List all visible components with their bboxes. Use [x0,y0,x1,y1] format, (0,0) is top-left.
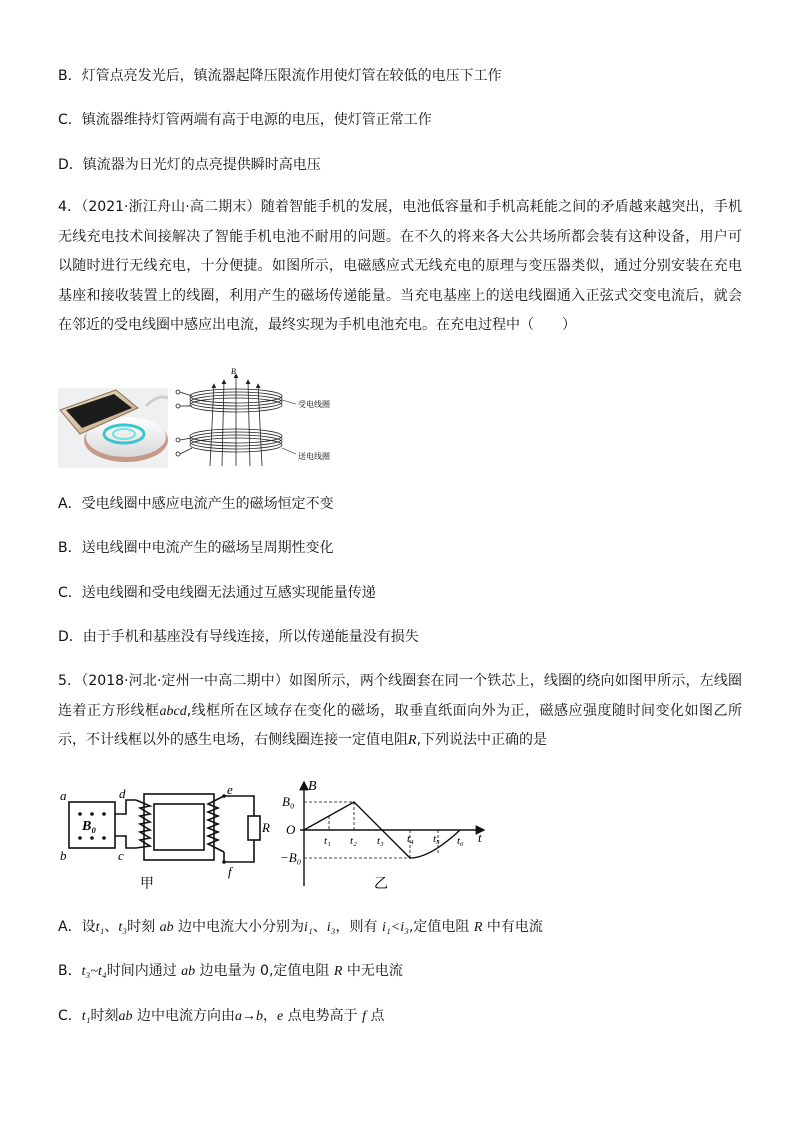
label-b: b [60,848,67,863]
tick-t6: t₆ [457,835,464,847]
q3-option-c: C．镇流器维持灯管两端有高于电源的电压，使灯管正常工作 [58,112,432,128]
caption-jia: 甲 [140,877,154,892]
label-e: e [227,782,233,797]
q4-option-b: B．送电线圈中电流产生的磁场呈周期性变化 [58,540,334,556]
q5-option-a: A．设t₁、t₃时刻 ab 边中电流大小分别为i₁、i₃，则有 i₁<i₃,定值电阻 R 中有电流 [58,919,543,935]
tick-t5: t₅ [433,833,440,845]
coil-diagram [170,366,350,470]
label-f: f [228,864,232,879]
q5-stem: 5．（2018·河北·定州一中高二期中）如图所示，两个线圈套在同一个铁芯上，线圈的绕向如图甲所示，左线圈连着正方形线框abcd,线框所在区域存在变化的磁场，取垂直纸面向外为正，磁感应强度随时间变化如图乙所示，不计线框以外的感生电场，右侧线圈连接一定值电阻R,下列说法中正确的是 [58,673,743,748]
b-field-label: B [231,367,236,376]
q4-option-d: D．由于手机和基座没有导线连接，所以传递能量没有损失 [58,629,419,645]
q4-option-a: A．受电线圈中感应电流产生的磁场恒定不变 [58,496,334,512]
q4-stem: 4．（2021·浙江舟山·高二期末）随着智能手机的发展，电池低容量和手机高耗能之间的矛盾越来越突出，手机无线充电技术间接解决了智能手机电池不耐用的问题。在不久的将来各大公共场所都会装有这种设备，用户可以随时进行无线充电，十分便捷。如图所示，电磁感应式无线充电的原理与变压器类似，通过分别安装在充电基座和接收装置上的线圈，利用产生的磁场传递能量。当充电基座上的送电线圈通入正弦式交变电流后，就会在邻近的受电线圈中感应出电流，最终实现为手机电池充电。在充电过程中（ ） [58,199,742,333]
label-b0-field: B₀ [82,819,97,834]
q3-option-b: B．灯管点亮发光后，镇流器起降压限流作用使灯管在较低的电压下工作 [58,68,502,84]
label-c: c [118,848,124,863]
figure-yi-graph [280,778,490,894]
q3-option-d: D．镇流器为日光灯的点亮提供瞬时高电压 [58,157,321,173]
figure-jia-circuit [58,782,274,894]
phone-charger-photo [58,388,168,468]
caption-yi: 乙 [374,877,388,892]
neg-b0-label: −B₀ [280,850,302,865]
b0-label: B₀ [282,794,295,809]
axis-t-label: t [478,830,482,845]
label-d: d [119,786,126,801]
axis-b-label: B [308,779,317,794]
tick-t3: t₃ [377,835,384,847]
tick-t2: t₂ [350,835,357,847]
q5-option-b: B．t₃~t₄时间内通过 ab 边电量为 0,定值电阻 R 中无电流 [58,963,403,979]
send-coil-label: 送电线圈 [298,452,330,461]
label-resistor: R [262,820,270,835]
origin-label: O [286,822,296,837]
q5-option-c: C．t₁时刻ab 边中电流方向由a→b，e 点电势高于 f 点 [58,1008,385,1024]
label-a: a [60,788,67,803]
q4-option-c: C．送电线圈和受电线圈无法通过互感实现能量传递 [58,585,376,601]
receive-coil-label: 受电线圈 [298,400,330,409]
tick-t4: t₄ [407,833,414,845]
tick-t1: t₁ [324,835,331,847]
